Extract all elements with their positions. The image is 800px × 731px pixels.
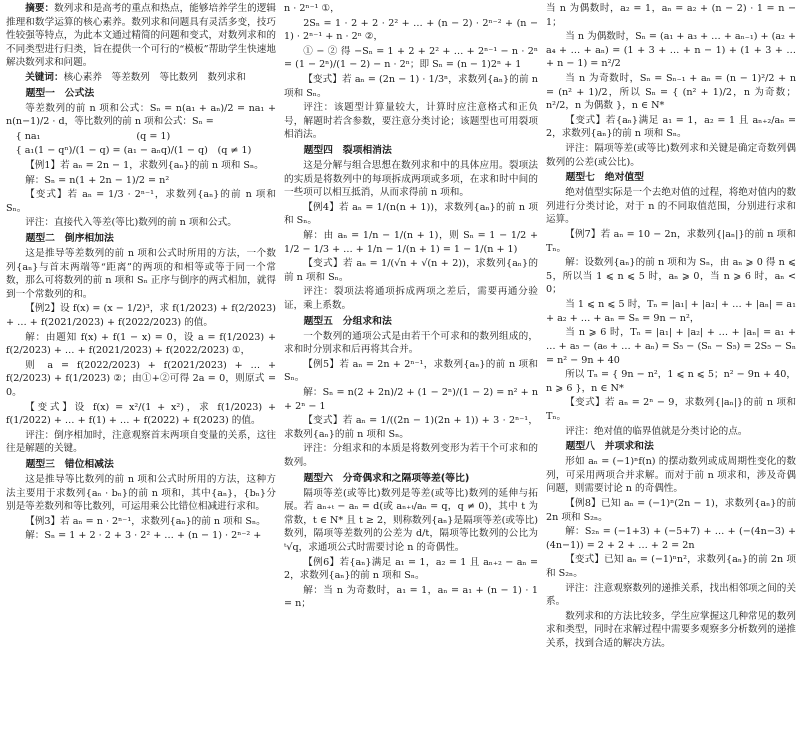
formula-case: { na₁ (q = 1) bbox=[15, 130, 171, 142]
formula-case: { a₁(1 − qⁿ)/(1 − q) = (a₁ − aₙq)/(1 − q) (q ≠ 1) bbox=[15, 145, 252, 157]
solution-8: 解：S₂ₙ = (−1+3) + (−5+7) + … + (−(4n−3) + (4n−1)) = 2 + 2 + … + 2 = 2n bbox=[546, 526, 796, 551]
paragraph: 隔项等差(或等比)数列是等差(或等比)数列的延伸与拓展。若 aₙ₊ₜ − aₙ = d(或 aₙ₊ₜ/aₙ = q，q ≠ 0)，其中 t 为常数，t ∈ N* 且 t ≥ 2，则称数列{aₙ}是隔项等差(或等比)数列，隔项等差数列的公差为 d/t，隔项等比数列的公比为 ᵗ√q，求通项公式时需要讨论 n 的奇偶性。 bbox=[284, 487, 538, 554]
variant-3: 【变式】若 aₙ = (2n − 1) · 1/3ⁿ，求数列{aₙ}的前 n 项和 Sₙ。 bbox=[284, 74, 538, 99]
section-title-3: 题型三 错位相减法 bbox=[25, 459, 114, 471]
section-title-5: 题型五 分组求和法 bbox=[303, 315, 392, 327]
example-7: 【例7】若 aₙ = 10 − 2n，求数列{|aₙ|}的前 n 项和 Tₙ。 bbox=[546, 229, 796, 254]
keywords bbox=[6, 71, 276, 85]
solution-6-continued: 当 n 为偶数时，Sₙ = (a₁ + a₃ + … + aₙ₋₁) + (a₂ + a₄ + … + aₙ) = (1 + 3 + … + n − 1) + (1 + 3 + … + n − 1) = n²/2 bbox=[546, 31, 796, 70]
solution-7: 所以 Tₙ = { 9n − n²，1 ⩽ n ⩽ 5；n² − 9n + 40，n ⩾ 6 }，n ∈ N* bbox=[546, 369, 796, 394]
example-6: 【例6】若{aₙ}满足 a₁ = 1，a₂ = 1 且 aₙ₊₂ − aₙ = 2，求数列{aₙ}的前 n 项和 Sₙ。 bbox=[284, 556, 538, 582]
solution-3-continued: ① − ② 得 −Sₙ = 1 + 2 + 2² + … + 2ⁿ⁻¹ − n · 2ⁿ = (1 − 2ⁿ)/(1 − 2) − n · 2ⁿ；即 Sₙ = (n − 1)2ⁿ + 1 bbox=[284, 45, 538, 71]
comment-3: 评注：该题型计算量较大，计算时应注意格式和正负号，解题时若含参数，要注意分类讨论；该题型也可用裂项相消法。 bbox=[284, 102, 538, 141]
solution-3-continued: n · 2ⁿ⁻¹ ①， bbox=[284, 3, 340, 14]
comment-8: 评注：注意观察数列的递推关系，找出相邻项之间的关系。 bbox=[546, 582, 796, 608]
solution-7: 解：设数列{aₙ}的前 n 项和为 Sₙ，由 aₙ ⩾ 0 得 n ⩽ 5，所以当 1 ⩽ n ⩽ 5 时，aₙ ⩾ 0，当 n ⩾ 6 时，aₙ < 0； bbox=[546, 257, 796, 296]
variant-4: 【变式】若 aₙ = 1/(√n + √(n + 2))，求数列{aₙ}的前 n 项和 Sₙ。 bbox=[284, 258, 538, 283]
example-3: 【例3】若 aₙ = n · 2ⁿ⁻¹，求数列{aₙ}的前 n 项和 Sₙ。 bbox=[25, 515, 266, 527]
variant-8: 【变式】已知 aₙ = (−1)ⁿn²，求数列{aₙ}的前 2n 项和 S₂ₙ。 bbox=[546, 554, 796, 579]
comment-2: 评注：倒序相加时，注意观察首末两项自变量的关系，这往往是解题的关键。 bbox=[6, 429, 276, 455]
solution-7: 当 1 ⩽ n ⩽ 5 时，Tₙ = |a₁| + |a₂| + … + |aₙ| = a₁ + a₂ + … + aₙ = Sₙ = 9n − n²， bbox=[546, 299, 796, 324]
solution-6-continued: 当 n 为奇数时，Sₙ = Sₙ₋₁ + aₙ = (n − 1)²/2 + n = (n² + 1)/2，所以 Sₙ = { (n² + 1)/2，n 为奇数；n²/2，n 为偶数 }，n ∈ N* bbox=[546, 73, 796, 112]
paragraph: 等差数列的前 n 项和公式：Sₙ = n(a₁ + aₙ)/2 = na₁ + n(n−1)/2 · d，等比数列的前 n 项和公式：Sₙ = bbox=[6, 102, 276, 128]
solution-6: 解：当 n 为奇数时，a₁ = 1，aₙ = a₁ + (n − 1) · 1 = n； bbox=[284, 584, 538, 610]
section-title-2: 题型二 倒序相加法 bbox=[25, 233, 114, 245]
example-1: 【例1】若 aₙ = 2n − 1，求数列{aₙ}的前 n 项和 Sₙ。 bbox=[25, 160, 264, 171]
section-title-8: 题型八 并项求和法 bbox=[565, 441, 654, 453]
paragraph: 一个数列的通项公式是由若干个可求和的数列组成的，求和时分别求和后再将其合并。 bbox=[284, 330, 538, 356]
variant-2: 【变式】设 f(x) = x²/(1 + x²)，求 f(1/2023) + f(1/2022) + … + f(1) + … + f(2022) + f(2023) 的值。 bbox=[6, 401, 276, 427]
variant-7: 【变式】若 aₙ = 2ⁿ − 9，求数列{|aₙ|}的前 n 项和 Tₙ。 bbox=[546, 397, 796, 422]
solution-2-part-1: 解：由题知 f(x) + f(1 − x) = 0，设 a = f(1/2023) + f(2/2023) + … + f(2021/2023) + f(2022/2023) ①， bbox=[6, 331, 276, 357]
section-title-4: 题型四 裂项相消法 bbox=[303, 145, 392, 157]
solution-3: 解：Sₙ = 1 + 2 · 2 + 3 · 2² + … + (n − 1) · 2ⁿ⁻² + bbox=[25, 530, 262, 542]
variant-5: 【变式】若 aₙ = 1/((2n − 1)(2n + 1)) + 3 · 2ⁿ⁻¹，求数列{aₙ}的前 n 项和 Sₙ。 bbox=[284, 415, 538, 440]
example-4: 【例4】若 aₙ = 1/(n(n + 1))，求数列{aₙ}的前 n 项和 Sₙ。 bbox=[284, 201, 538, 227]
solution-6-continued: 当 n 为偶数时，a₂ = 1，aₙ = a₂ + (n − 2) · 1 = n − 1； bbox=[546, 3, 796, 28]
paragraph: 形如 aₙ = (−1)ⁿf(n) 的摆动数列或成周期性变化的数列，可采用两项合并求解。而对于前 n 项求和，涉及奇偶问题，则需要讨论 n 的奇偶性。 bbox=[546, 456, 796, 495]
section-title-7: 题型七 绝对值型 bbox=[565, 172, 644, 184]
solution-3-continued: 2Sₙ = 1 · 2 + 2 · 2² + … + (n − 2) · 2ⁿ⁻² + (n − 1) · 2ⁿ⁻¹ + n · 2ⁿ ②， bbox=[284, 17, 538, 43]
comment-4: 评注：裂项法将通项拆成两项之差后，需要再通分验证，乘上系数。 bbox=[284, 286, 538, 312]
solution-4: 解：由 aₙ = 1/n − 1/(n + 1)，则 Sₙ = 1 − 1/2 + 1/2 − 1/3 + … + 1/n − 1/(n + 1) = 1 − 1/(n + 1) bbox=[284, 230, 538, 255]
comment-1: 评注：直接代入等差(等比)数列的前 n 项和公式。 bbox=[25, 217, 237, 229]
solution-5: 解：Sₙ = n(2 + 2n)/2 + (1 − 2ⁿ)/(1 − 2) = n² + n + 2ⁿ − 1 bbox=[284, 387, 538, 412]
abstract bbox=[6, 2, 276, 70]
solution-7: 当 n ⩾ 6 时，Tₙ = |a₁| + |a₂| + … + |aₙ| = a₁ + … + a₅ − (a₆ + … + aₙ) = S₅ − (Sₙ − S₅) = 2S₅ − Sₙ = n² − 9n + 40 bbox=[546, 327, 796, 366]
solution-2-part-2: 则 a = f(2022/2023) + f(2021/2023) + … + f(2/2023) + f(1/2023) ②；由①+②可得 2a = 0，则原式 = 0。 bbox=[6, 359, 276, 399]
paragraph: 绝对值型实际是一个去绝对值的过程，将绝对值内的数列进行分类讨论，对于 n 的不同取值范围，分别进行求和运算。 bbox=[546, 187, 796, 226]
variant-6: 【变式】若{aₙ}满足 a₁ = 1，a₂ = 1 且 aₙ₊₂/aₙ = 2，求数列{aₙ}的前 n 项和 Sₙ。 bbox=[546, 114, 796, 140]
paragraph: 这是推导等比数列的前 n 项和公式时所用的方法，这种方法主要用于求数列{aₙ · bₙ}的前 n 项和，其中{aₙ}，{bₙ}分别是等差数列和等比数列，可运用乘公比错位相减进行求和。 bbox=[6, 474, 276, 513]
comment-7: 评注：绝对值的临界值就是分类讨论的点。 bbox=[565, 425, 748, 437]
abstract-label: 摘要： bbox=[25, 3, 55, 14]
keywords-text: 核心素养 等差数列 等比数列 数列求和 bbox=[63, 72, 246, 84]
abstract-text: 数列求和是高考的重点和热点，能够培养学生的逻辑推理和数学运算的核心素养。数列求和问题具有灵活多变，技巧性较强等特点，为此本文通过精简的问题和变式，对数列求和的不同类型进行归类，旨在提供一个可行的“模板”帮助学生快速地解决数列求和问题。 bbox=[6, 3, 276, 69]
keywords-label: 关键词： bbox=[25, 72, 64, 84]
section-title-1: 题型一 公式法 bbox=[25, 87, 95, 99]
conclusion: 数列求和的方法比较多，学生应掌握这几种常见的数列求和类型，同时在求解过程中需要多观察多分析数列的递推关系，找到合适的解决方法。 bbox=[546, 610, 796, 650]
paragraph: 这是分解与组合思想在数列求和中的具体应用。裂项法的实质是将数列中的每项拆成两项或多项，在求和时中间的一些项可以相互抵消，从而求得前 n 项和。 bbox=[284, 160, 538, 199]
section-title-6: 题型六 分奇偶求和之隔项等差(等比) bbox=[303, 472, 470, 484]
column-left bbox=[6, 2, 276, 729]
column-middle bbox=[284, 2, 538, 729]
column-right bbox=[546, 2, 796, 729]
comment-6: 评注：隔项等差(或等比)数列求和关键是确定奇数列偶数列的公差(或公比)。 bbox=[546, 143, 796, 168]
example-5: 【例5】若 aₙ = 2n + 2ⁿ⁻¹，求数列{aₙ}的前 n 项和 Sₙ。 bbox=[284, 358, 538, 384]
example-2: 【例2】设 f(x) = (x − 1/2)³，求 f(1/2023) + f(2/2023) + … + f(2021/2023) + f(2022/2023) 的值。 bbox=[6, 303, 276, 328]
paragraph: 这是推导等差数列的前 n 项和公式时所用的方法，一个数列{aₙ}与首末两端等“距离”的两项的和相等或等于同一个常数，那么可将数列的前 n 项和 Sₙ 正序与倒序的两式相加，就得到一个常数列的和。 bbox=[6, 247, 276, 300]
solution-1: 解：Sₙ = n(1 + 2n − 1)/2 = n² bbox=[25, 174, 170, 186]
example-8: 【例8】已知 aₙ = (−1)ⁿ(2n − 1)，求数列{aₙ}的前 2n 项和 S₂ₙ。 bbox=[546, 497, 796, 523]
variant-1: 【变式】若 aₙ = 1/3 · 2ⁿ⁻¹，求数列{aₙ}的前 n 项和 Sₙ。 bbox=[6, 189, 276, 214]
comment-5: 评注：分组求和的本质是将数列变形为若干个可求和的数列。 bbox=[284, 443, 538, 469]
